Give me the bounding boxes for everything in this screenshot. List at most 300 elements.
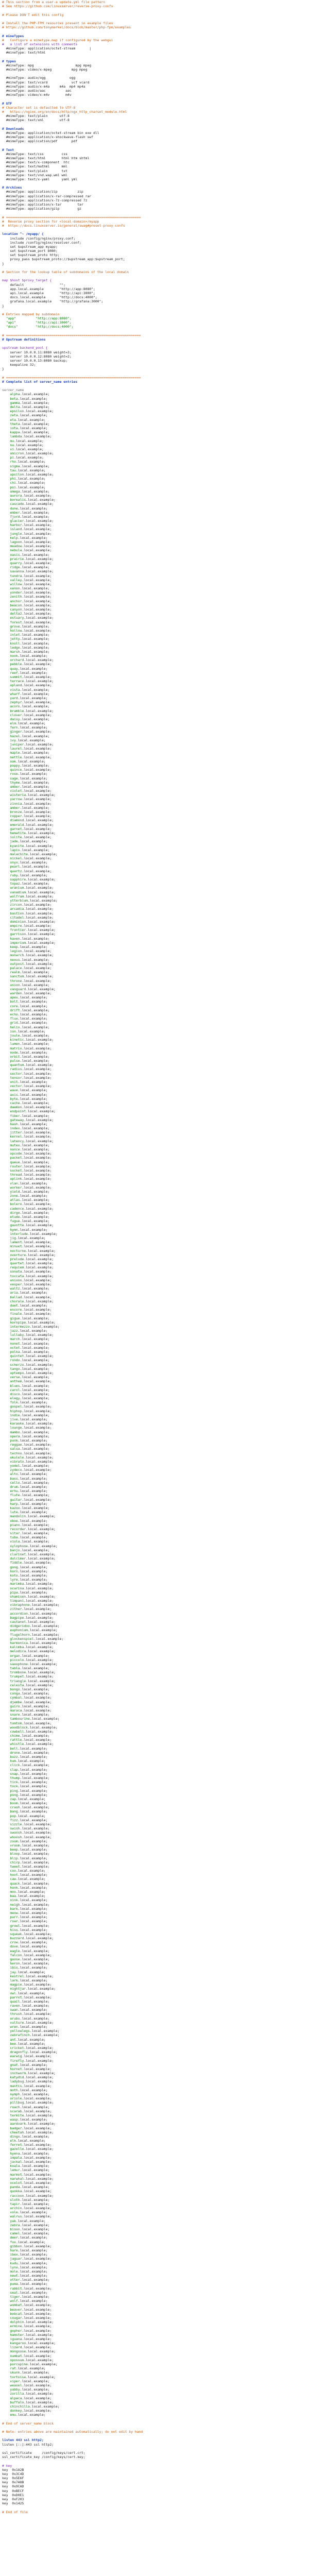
host-name: xylophone — [10, 1544, 28, 1548]
server-name-entry: zorilla.local.example; — [10, 2392, 54, 2396]
server-name-entry: vroom.local.example; — [10, 1843, 50, 1848]
server-name-entry: router.local.example; — [10, 1164, 52, 1168]
server-name-entry: mutex.local.example; — [10, 1143, 50, 1147]
host-name: bronze — [10, 810, 22, 814]
server-name-entry: flute.local.example; — [10, 1493, 50, 1498]
code-line: #mimeType: text/css css — [2, 151, 67, 156]
host-name: quay — [10, 666, 18, 671]
code-line: # ==================================================================== — [2, 215, 141, 219]
host-name: tabla — [10, 1666, 20, 1671]
footer-line: key 0xD0E1 — [2, 2493, 24, 2497]
host-name: yarrow — [10, 797, 22, 802]
host-name: packet — [10, 1156, 22, 1160]
host-name: quartet — [10, 1261, 24, 1266]
code-line: # Complete list of server_name entries — [2, 379, 78, 384]
server-name-entry: ferret.local.example; — [10, 2143, 52, 2147]
host-name: harbor — [10, 523, 22, 528]
server-name-entry: latency.local.example; — [10, 1139, 54, 1143]
host-name: flugelhorn — [10, 1632, 30, 1637]
host-name: latency — [10, 1139, 24, 1143]
host-name: sloth — [10, 2197, 20, 2202]
host-name: lullaby — [10, 1333, 24, 1337]
server-name-entry: ledge.local.example; — [10, 645, 50, 650]
server-name-entry: bolero.local.example; — [10, 1202, 52, 1207]
server-name-entry: epsilon.local.example; — [10, 409, 54, 414]
server-name-entry: piccolo.local.example; — [10, 1657, 54, 1662]
server-name-entry: nightjar.local.example; — [10, 1987, 56, 1991]
server-name-entry: hornpipe.local.example; — [10, 1320, 56, 1325]
server-name-entry: summit.local.example; — [10, 675, 52, 679]
host-name: xi — [10, 447, 14, 451]
host-name: summit — [10, 675, 22, 679]
server-name-entry: intermezzo.local.example; — [10, 1324, 60, 1329]
host-name: hamster — [10, 2332, 24, 2337]
server-name-entry: tango.local.example; — [10, 1366, 50, 1371]
host-name: folk — [10, 1400, 18, 1405]
server-name-entry: piano.local.example; — [10, 1522, 50, 1527]
host-name: weasel — [10, 2383, 22, 2387]
server-name-entry: vulture.local.example; — [10, 2020, 54, 2025]
host-name: tortoise — [10, 2375, 26, 2379]
code-line — [2, 211, 307, 215]
server-name-entry: quartz.local.example; — [10, 869, 52, 873]
server-name-entry: quartet.local.example; — [10, 1261, 54, 1266]
server-name-entry: fox.local.example; — [10, 2240, 46, 2244]
server-name-entry: matrix.local.example; — [10, 1046, 52, 1050]
server-name-entry: harbor.local.example; — [10, 523, 52, 528]
host-name: rattle — [10, 1738, 22, 1742]
code-line: app.local.example "http://app:8080"; — [2, 286, 95, 291]
server-name-entry: lounge.local.example; — [10, 1426, 52, 1430]
code-line: # https://github.com/tonymarkel/docs/blob/master/php-fpm/examples — [2, 25, 131, 30]
server-name-entry: gigue.local.example; — [10, 1316, 50, 1320]
server-name-entry: wren.local.example; — [10, 2025, 48, 2029]
host-name: ridge — [10, 565, 20, 570]
server-name-entry: mandolin.local.example; — [10, 1514, 56, 1519]
host-name: bell — [10, 1746, 18, 1751]
server-name-entry: pebble.local.example; — [10, 662, 52, 667]
host-name: bang — [10, 1809, 18, 1814]
host-name: hazel — [10, 734, 20, 738]
code-line: # Section for the lookup table of subdomains of the local domain — [2, 270, 129, 274]
host-name: jackal — [10, 2160, 22, 2164]
host-name: zephyr — [10, 700, 22, 705]
host-name: throne — [10, 978, 22, 983]
server-name-entry: accordion.local.example; — [10, 1611, 58, 1616]
server-name-entry: bell.local.example; — [10, 1746, 48, 1751]
host-name: hoot — [10, 1873, 18, 1877]
host-name: canyon — [10, 607, 22, 612]
host-name: delta2 — [10, 612, 22, 616]
server-name-entry: ivy.local.example; — [10, 738, 46, 742]
server-name-entry: garrison.local.example; — [10, 932, 56, 937]
code-line: # ==================================================================== — [2, 333, 141, 337]
host-name: helix — [10, 1025, 20, 1029]
server-name-entry: baa.local.example; — [10, 1894, 46, 1899]
server-name-entry: woodblock.local.example; — [10, 1725, 58, 1730]
server-name-entry: viola.local.example; — [10, 1539, 50, 1544]
server-name-entry: flugelhorn.local.example; — [10, 1632, 60, 1637]
server-name-entry: encore.local.example; — [10, 1308, 52, 1312]
server-name-entry: cadence.local.example; — [10, 1206, 54, 1211]
host-name: bloop — [10, 1852, 20, 1856]
server-name-entry: gazelle.local.example; — [10, 2147, 54, 2151]
server-name-entry: crow.local.example; — [10, 1940, 48, 1945]
server-name-entry: yak.local.example; — [10, 2218, 46, 2223]
code-line: #mimeType: text/x-yaml yaml yml — [2, 177, 78, 181]
host-name: cello — [10, 1480, 20, 1485]
host-name: zebrafinch — [10, 2033, 30, 2038]
server-name-entry: vista.local.example; — [10, 687, 50, 692]
server-name-entry: indie.local.example; — [10, 1413, 50, 1417]
host-name: honk — [10, 1885, 18, 1890]
server-name-entry: moth.local.example; — [10, 2088, 48, 2092]
server-name-entry: dingo.local.example; — [10, 2134, 50, 2139]
host-name: buffalo — [10, 2400, 24, 2404]
host-name: thyme — [10, 780, 20, 785]
host-name: lyre — [10, 1578, 18, 1582]
server-name-entry: bolt.local.example; — [10, 999, 48, 1004]
code-line: #mimeType: text/xml utf-8 — [2, 118, 70, 123]
server-name-entry: punk.local.example; — [10, 1438, 48, 1443]
host-name: drum — [10, 1485, 18, 1489]
code-line: "docs" "http://docs:4000"; — [2, 325, 74, 329]
server-name-entry: castanet.local.example; — [10, 1620, 56, 1624]
server-name-entry: etude.local.example; — [10, 1215, 50, 1219]
code-line: # Configure a mimetype.map if configured by the webgui — [2, 38, 113, 42]
host-name: radius — [10, 1067, 22, 1072]
host-name: dominion — [10, 919, 26, 924]
code-line: # Upstream definitions — [2, 337, 46, 342]
server-name-entry: legion.local.example; — [10, 949, 52, 954]
code-line: #mimeType: application/x-rar-compressed rar — [2, 194, 92, 198]
host-name: hyena — [10, 2151, 20, 2156]
host-name: lament — [10, 1240, 22, 1245]
server-name-entry: badger.local.example; — [10, 2126, 52, 2130]
host-name: phi — [10, 477, 16, 481]
server-name-entry: orchard.local.example; — [10, 658, 54, 663]
server-name-entry: ibex.local.example; — [10, 2252, 48, 2257]
host-name: jitter — [10, 1130, 22, 1135]
code-line — [2, 342, 307, 346]
server-name-entry: valley.local.example; — [10, 578, 52, 582]
server-name-entry: hollow.local.example; — [10, 628, 52, 633]
host-name: reggae — [10, 1443, 22, 1447]
code-line — [2, 181, 307, 185]
server-name-entry: quince.local.example; — [10, 768, 52, 772]
host-name: terrace — [10, 679, 24, 684]
server-name-entry: triangle.local.example; — [10, 1679, 56, 1683]
server-name-entry: pearl.local.example; — [10, 865, 50, 869]
server-name-entry: cymbal.local.example; — [10, 1696, 52, 1700]
server-name-entry: fizz.local.example; — [10, 1818, 48, 1822]
server-name-entry: banjo.local.example; — [10, 1548, 50, 1552]
server-name-entry: crash.local.example; — [10, 1805, 50, 1810]
host-name: grove — [10, 624, 20, 629]
server-name-entry: vesper.local.example; — [10, 1282, 52, 1286]
footer-line: key 0x3C4D — [2, 2471, 24, 2476]
server-name-entry: kyanite.local.example; — [10, 843, 54, 848]
host-name: dulcimer — [10, 1556, 26, 1561]
code-line — [2, 55, 307, 59]
server-name-entry: toccata.local.example; — [10, 1274, 54, 1278]
code-line: #mineType: mpg mpg mpeg — [2, 63, 92, 67]
host-name: alto — [10, 1472, 18, 1477]
host-name: tango — [10, 1366, 20, 1371]
host-name: oriole — [10, 2096, 22, 2101]
server-name-entry: buzzard.local.example; — [10, 1936, 54, 1941]
host-name: zone — [10, 1194, 18, 1198]
host-name: kappa — [10, 430, 20, 435]
host-name: requiem — [10, 1265, 24, 1270]
server-name-entry: bronze.local.example; — [10, 810, 52, 814]
host-name: vista — [10, 687, 20, 692]
host-name: chirp — [10, 1860, 20, 1865]
host-name: glockenspiel — [10, 1636, 34, 1641]
host-name: nonce — [10, 1147, 20, 1151]
host-name: fiber — [10, 1113, 20, 1118]
server-name-entry: scherzo.local.example; — [10, 1362, 54, 1367]
server-name-entry: maraca.local.example; — [10, 1708, 52, 1713]
host-name: realm — [10, 970, 20, 975]
host-name: core — [10, 1004, 18, 1008]
server-name-entry: unison.local.example; — [10, 1278, 52, 1282]
host-name: omicron — [10, 451, 24, 456]
server-name-entry: garnet.local.example; — [10, 826, 52, 831]
host-name: uplink — [10, 1177, 22, 1181]
server-name-entry: poppy.local.example; — [10, 763, 50, 768]
host-name: oboe — [10, 1518, 18, 1523]
host-name: whistle — [10, 1742, 24, 1747]
server-name-entry: sector.local.example; — [10, 1071, 52, 1076]
server-name-entry: yield.local.example; — [10, 1189, 50, 1194]
server-name-entry: citadel.local.example; — [10, 915, 54, 920]
host-name: garnet — [10, 826, 22, 831]
server-name-entry: zap.local.example; — [10, 1797, 46, 1801]
code-line: upstream backend_pool { — [2, 346, 48, 350]
host-name: daemon — [10, 1105, 22, 1110]
code-line — [2, 97, 307, 101]
host-name: gopher — [10, 2328, 22, 2333]
host-name: gospel — [10, 1404, 22, 1409]
server-name-entry: grove.local.example; — [10, 624, 50, 629]
code-line: #mimeType: application/x-7z-compressed 7z — [2, 198, 88, 202]
server-name-entry: rho.local.example; — [10, 460, 46, 464]
server-name-entry: drum.local.example; — [10, 1485, 48, 1489]
host-name: salsa — [10, 1447, 20, 1451]
host-name: zinnia — [10, 801, 22, 806]
host-name: delta — [10, 405, 20, 409]
host-name: nymph — [10, 2092, 20, 2096]
code-line: # mineTypes — [2, 33, 24, 38]
server-name-entry: laurel.local.example; — [10, 747, 52, 751]
server-name-entry: byte.local.example; — [10, 1096, 48, 1101]
server-name-entry: nonet.local.example; — [10, 1341, 50, 1346]
server-name-entry: quail.local.example; — [10, 1999, 50, 2004]
server-name-entry: amber.local.example; — [10, 805, 50, 810]
server-name-entry: terrace.local.example; — [10, 679, 54, 684]
server-name-entry: celesta.local.example; — [10, 1683, 54, 1687]
host-name: yak — [10, 2218, 16, 2223]
server-name-entry: marmot.local.example; — [10, 2172, 52, 2177]
server-name-entry: quantum.local.example; — [10, 1063, 54, 1067]
host-name: gavotte — [10, 1223, 24, 1228]
host-name: tock — [10, 1784, 18, 1789]
server-name-entry: rattle.local.example; — [10, 1738, 52, 1742]
host-name: minuet — [10, 1244, 22, 1249]
server-name-entry: verse.local.example; — [10, 1375, 50, 1380]
host-name: pearl — [10, 865, 20, 869]
code-line — [2, 17, 307, 21]
host-name: zap — [10, 1797, 16, 1801]
server-name-entry: estuary.local.example; — [10, 616, 54, 620]
server-name-entry: pillbug.local.example; — [10, 2100, 54, 2105]
code-line: location ^~ /myapp/ { — [2, 232, 44, 236]
host-name: laurel — [10, 747, 22, 751]
host-name: fjord — [10, 514, 20, 519]
host-name: octet — [10, 1345, 20, 1350]
footer-line — [2, 2426, 307, 2430]
host-name: eta — [10, 417, 16, 422]
host-name: atlas — [10, 1198, 20, 1202]
host-name: buzzard — [10, 1936, 24, 1941]
host-name: vlan — [10, 1181, 18, 1185]
server-name-entry: lute.local.example; — [10, 1510, 48, 1515]
host-name: buzz — [10, 1755, 18, 1759]
server-name-entry: aria.local.example; — [10, 1291, 48, 1295]
server-name-entry: trombone.local.example; — [10, 1670, 56, 1675]
code-line: # https://docs.linuxserver.io/general/swag#preset-proxy-confs — [2, 223, 125, 228]
code-line: server 10.0.0.11:8080 weight=3; — [2, 350, 72, 354]
server-name-entry: canyon.local.example; — [10, 607, 52, 612]
server-name-entry: echo.local.example; — [10, 1012, 48, 1016]
host-name: dolphin — [10, 2320, 24, 2325]
host-name: bass — [10, 1476, 18, 1481]
host-name: indie — [10, 1413, 20, 1417]
server-name-entry: requiem.local.example; — [10, 1265, 54, 1270]
code-line: # This section from a user-a update.yml file pattern — [2, 0, 106, 4]
host-name: skunk — [10, 2370, 20, 2375]
server-name-entry: moo.local.example; — [10, 1890, 46, 1894]
code-line: # UTF — [2, 101, 12, 106]
host-name: alpaca — [10, 2396, 22, 2400]
footer-line: key 0x1A2B — [2, 2467, 24, 2472]
host-name: moo — [10, 1890, 16, 1894]
server-name-entry: onyx.local.example; — [10, 860, 48, 865]
host-name: pop — [10, 1814, 16, 1818]
host-name: raven — [10, 2004, 20, 2008]
host-name: horn — [10, 1569, 18, 1573]
server-name-entry: newt.local.example; — [10, 2274, 48, 2278]
server-name-entry: ember.local.example; — [10, 510, 50, 515]
server-name-entry: cheetah.local.example; — [10, 2130, 54, 2134]
server-name-entry: quay.local.example; — [10, 666, 48, 671]
host-name: lapis — [10, 848, 20, 852]
server-name-entry: nexus.local.example; — [10, 957, 50, 962]
server-name-entry: iolite.local.example; — [10, 835, 52, 840]
host-name: trumpet — [10, 1674, 24, 1679]
host-name: fiddle — [10, 1561, 22, 1565]
server-name-entry: whistle.local.example; — [10, 1742, 54, 1747]
server-name-entry: xi.local.example; — [10, 447, 44, 451]
code-line: default ""; — [2, 282, 66, 287]
server-name-entry: blues.local.example; — [10, 1383, 50, 1388]
host-name: hornpipe — [10, 1320, 26, 1325]
code-line: # Please DON'T edit this config — [2, 12, 64, 17]
host-name: fugue — [10, 1219, 20, 1224]
server-name-entry: tock.local.example; — [10, 1784, 48, 1789]
host-name: timpani — [10, 1599, 24, 1603]
server-name-entry: growl.local.example; — [10, 1923, 50, 1928]
code-line: } — [2, 303, 4, 308]
host-name: quokka — [10, 2189, 22, 2194]
host-name: urubu — [10, 2016, 20, 2021]
server-name-entry: gnat.local.example; — [10, 2062, 48, 2067]
server-name-entry: union.local.example; — [10, 982, 50, 987]
host-name: malachite — [10, 852, 28, 856]
host-name: oasis — [10, 552, 20, 557]
server-name-entry: realm.local.example; — [10, 970, 50, 975]
server-name-entry: bagpipe.local.example; — [10, 1615, 54, 1620]
server-name-entry: empire.local.example; — [10, 924, 52, 928]
server-name-entry: chorale.local.example; — [10, 1299, 54, 1303]
server-name-entry: opcode.local.example; — [10, 1151, 52, 1156]
host-name: jazz — [10, 1329, 18, 1333]
code-line: #mimeType: text/html html htm shtml — [2, 156, 90, 160]
host-name: inchworm — [10, 2071, 26, 2076]
host-name: beaver — [10, 2307, 22, 2312]
host-name: knoll — [10, 641, 20, 646]
server-name-entry: diamond.local.example; — [10, 818, 54, 823]
server-name-entry: earwig.local.example; — [10, 2054, 52, 2059]
server-name-entry: packet.local.example; — [10, 1156, 52, 1160]
server-name-entry: opera.local.example; — [10, 1434, 50, 1438]
server-name-entry: drone.local.example; — [10, 1750, 50, 1755]
host-name: tomtom — [10, 1721, 22, 1725]
host-name: didgeridoo — [10, 1624, 30, 1629]
server-name-entry: hymn.local.example; — [10, 1227, 48, 1232]
host-name: harp — [10, 1501, 18, 1506]
host-name: jay — [10, 1970, 16, 1974]
host-name: toccata — [10, 1274, 24, 1278]
code-line: #mineType: text/html — [2, 50, 46, 55]
host-name: byte — [10, 1096, 18, 1101]
code-line: # Reverse proxy section for <local-domain>/myapp — [2, 219, 99, 224]
host-name: wren — [10, 2025, 18, 2029]
host-name: mambo — [10, 1430, 20, 1434]
host-name: cowbell — [10, 1729, 24, 1734]
host-name: unison — [10, 1278, 22, 1282]
server-name-entry: wolf.local.example; — [10, 2299, 48, 2303]
server-name-entry: kudu.local.example; — [10, 2261, 48, 2265]
host-name: opcode — [10, 1151, 22, 1156]
server-name-entry: ginger.local.example; — [10, 730, 52, 734]
host-name: beacon — [10, 603, 22, 607]
host-name: guitar — [10, 1497, 22, 1502]
server-name-entry: uranium.local.example; — [10, 886, 54, 890]
host-name: gamma — [10, 400, 20, 405]
host-name: imperium — [10, 940, 26, 945]
server-name-entry: cache.local.example; — [10, 1100, 50, 1105]
host-name: punk — [10, 1438, 18, 1443]
server-name-entry: kernel.local.example; — [10, 1134, 52, 1139]
host-name: omega — [10, 489, 20, 494]
server-name-entry: fiber.local.example; — [10, 1113, 50, 1118]
host-name: aurora — [10, 493, 22, 498]
server-name-entry: zeta.local.example; — [10, 413, 48, 418]
host-name: snap — [10, 1771, 18, 1776]
code-line: include /config/nginx/proxy.conf; — [2, 236, 76, 241]
